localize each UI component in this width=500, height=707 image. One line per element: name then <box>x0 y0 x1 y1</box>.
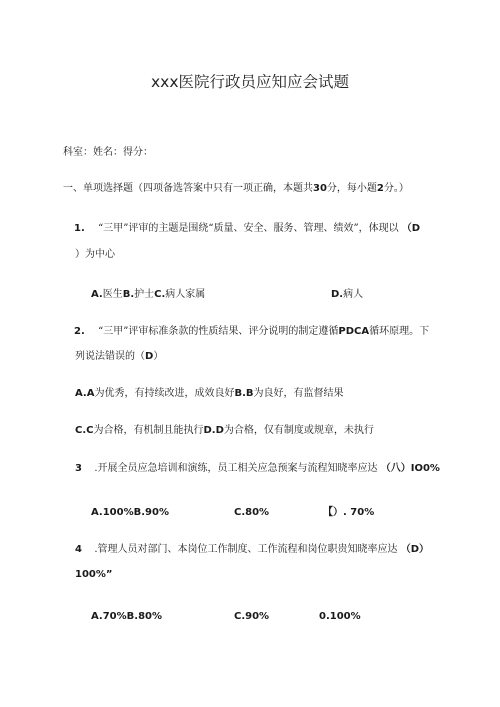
q1-option-a: 医生 <box>102 289 123 300</box>
q4-option-d: 0.100% <box>319 611 361 622</box>
section-heading <box>63 182 409 196</box>
q4-options-ab: A.70%B.80% <box>91 611 163 622</box>
q4-option-c: C.90% <box>234 611 270 622</box>
q4-number: 4 <box>75 544 82 555</box>
q2-options-line-2 <box>75 424 374 438</box>
q1-option-b-letter: B. <box>122 289 135 300</box>
question-4 <box>75 543 429 557</box>
q1-option-c-letter: C. <box>154 289 166 300</box>
q1-continuation: ）为中心 <box>75 249 115 260</box>
q1-answer: （D <box>401 223 421 234</box>
q2-option-d: 为合格，仅有制度或规章，未执行 <box>223 425 374 436</box>
q3-answer: （八）IO0% <box>380 463 440 474</box>
q1-option-a-letter: A. <box>91 289 103 300</box>
q1-number: 1. <box>74 223 85 234</box>
q4-continuation: 100%” <box>75 569 113 580</box>
q1-text: “三甲”评审的主题是围绕“质量、安全、服务、管理、绩效”，体现以 <box>98 223 399 234</box>
section-per: 2 <box>376 183 384 194</box>
section-mid: 分，每小题 <box>326 183 377 194</box>
q2-number: 2. <box>74 326 85 337</box>
q3-text: .开展全员应急培训和演练，员工相关应急预案与流程知晓率应达 <box>94 463 378 474</box>
question-3 <box>75 462 440 476</box>
q2-option-d-letter: D.D <box>203 425 224 436</box>
q1-option-d: 病人 <box>343 289 364 300</box>
q1-option-d-wrap <box>331 288 363 302</box>
q2-answer: D <box>145 351 154 362</box>
q1-option-c: 病人家属 <box>165 289 206 300</box>
q3-option-c: C.80% <box>234 507 270 518</box>
q2-cont-close: ） <box>153 351 164 362</box>
section-prefix: 一、单项选择题（四项备选答案中只有一项正确，本题共 <box>63 183 313 194</box>
q3-number: 3 <box>75 463 82 474</box>
q3-options-ab: A.100%B.90% <box>91 507 169 518</box>
q2-text-b: 循环原理。下 <box>369 326 430 337</box>
q2-options-line-1 <box>75 387 344 401</box>
header-fields: 科室：姓名：得分： <box>63 147 153 158</box>
q2-option-a-letter: A.A <box>75 388 95 399</box>
q1-option-d-letter: D. <box>331 289 344 300</box>
q1-options-abc <box>91 288 205 302</box>
q2-text-a: “三甲”评审标准条款的性质结果、评分说明的制定遵循 <box>98 326 339 337</box>
q2-cont-text: 列说法错误的（ <box>75 351 145 362</box>
section-total: 30 <box>313 183 327 194</box>
q2-option-c: 为合格，有机制且能执行 <box>93 425 204 436</box>
question-1 <box>74 222 420 236</box>
q4-text: .管理人员对部门、本岗位工作制度、工作流程和岗位职贵知晓率应达 <box>94 544 398 555</box>
q1-option-b: 护士 <box>134 289 155 300</box>
q2-option-a: 为优秀，有持续改进，成效良好 <box>94 388 235 399</box>
q4-answer: （D） <box>400 544 430 555</box>
q2-option-b: 为良好，有监督结果 <box>253 388 344 399</box>
q2-option-c-letter: C.C <box>75 425 94 436</box>
q2-pdca: PDCA <box>338 326 370 337</box>
section-suffix: 分。） <box>383 183 409 194</box>
q2-option-b-letter: B.B <box>234 388 254 399</box>
question-2 <box>74 325 429 339</box>
q3-option-d: 【）. 70% <box>323 507 375 518</box>
page-title: xxx医院行政员应知应会试题 <box>150 73 350 91</box>
q2-continuation <box>75 350 163 364</box>
